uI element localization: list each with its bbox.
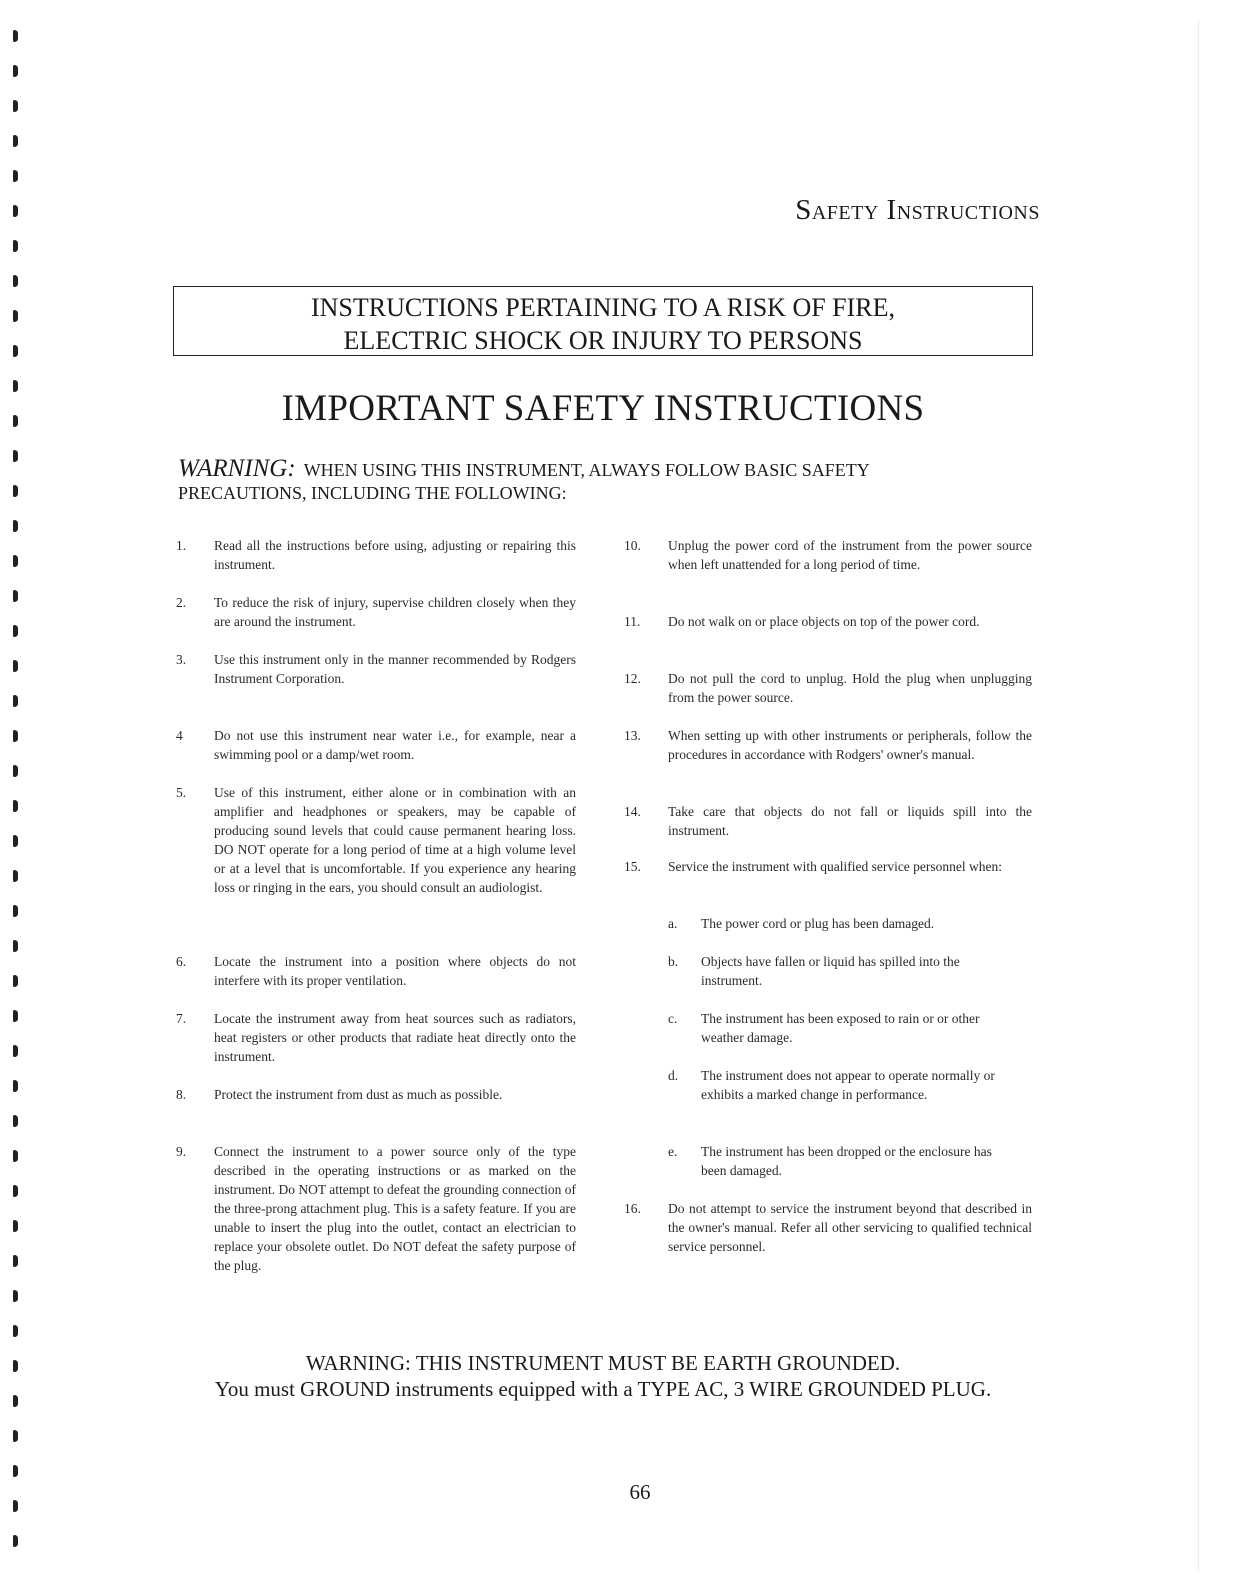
item-text: Protect the instrument from dust as much as possible.: [214, 1087, 503, 1102]
page-number: 66: [629, 1480, 651, 1504]
binding-mark: [13, 835, 18, 847]
binding-mark: [13, 975, 18, 987]
binding-mark: [13, 1325, 18, 1337]
item-text: Do not walk on or place objects on top of the power cord.: [668, 614, 980, 629]
item-text: Use of this instrument, either alone or in combination with an amplifier and headphones or speakers, may be capable of producing sound levels that could cause permanent hearing loss. DO NOT operate for a long period of time at a high volume level or at a level that is uncomfortable. If you experience any hearing loss or ringing in the ears, you should consult an audiologist.: [214, 785, 576, 895]
binding-mark: [13, 1185, 18, 1197]
grounding-warning: [173, 1350, 1033, 1402]
binding-mark: [13, 30, 18, 42]
item-number: 14.: [624, 804, 641, 819]
binding-mark: [13, 310, 18, 322]
sub-item-letter: c.: [668, 1011, 678, 1026]
binding-mark: [13, 905, 18, 917]
binding-mark: [13, 380, 18, 392]
binding-mark: [13, 730, 18, 742]
item-number: 5.: [176, 785, 187, 800]
binding-mark: [13, 1045, 18, 1057]
binding-mark: [13, 800, 18, 812]
item-number: 1.: [176, 538, 187, 553]
item-text: Unplug the power cord of the instrument from the power source when left unattended for a long period of time.: [668, 538, 1032, 572]
item-text: Do not use this instrument near water i.e., for example, near a swimming pool or a damp/wet room.: [214, 728, 576, 762]
sub-item-letter: b.: [668, 954, 679, 969]
item-text: Read all the instructions before using, adjusting or repairing this instrument.: [214, 538, 576, 572]
binding-mark: [13, 1430, 18, 1442]
risk-notice-line-1: INSTRUCTIONS PERTAINING TO A RISK OF FIRE,: [310, 293, 896, 322]
binding-mark: [13, 1465, 18, 1477]
binding-mark: [13, 240, 18, 252]
binding-mark: [13, 695, 18, 707]
binding-mark: [13, 625, 18, 637]
binding-mark: [13, 590, 18, 602]
binding-mark: [13, 1360, 18, 1372]
item-text: Connect the instrument to a power source only of the type described in the operating instructions or as marked on the instrument. Do NOT attempt to defeat the grounding connection of the three-prong attachment plug. This is a safety feature. If you are unable to insert the plug into the outlet, contact an electrician to replace your obsolete outlet. Do NOT defeat the safety purpose of the plug.: [214, 1144, 576, 1273]
main-heading: IMPORTANT SAFETY INSTRUCTIONS: [281, 388, 925, 429]
binding-mark: [13, 345, 18, 357]
spiral-binding-marks: [0, 30, 40, 1580]
binding-mark: [13, 1255, 18, 1267]
binding-mark: [13, 1080, 18, 1092]
binding-mark: [13, 205, 18, 217]
binding-mark: [13, 940, 18, 952]
binding-mark: [13, 1220, 18, 1232]
warning-label: WARNING:: [178, 455, 296, 482]
item-text: Locate the instrument into a position where objects do not interfere with its proper ventilation.: [214, 954, 576, 988]
item-number: 6.: [176, 954, 187, 969]
item-text: When setting up with other instruments or peripherals, follow the procedures in accordance with Rodgers' owner's manual.: [668, 728, 1032, 762]
sub-item-text: The instrument has been exposed to rain or or other weather damage.: [701, 1011, 980, 1045]
risk-notice-line-2: ELECTRIC SHOCK OR INJURY TO PERSONS: [343, 326, 863, 355]
binding-mark: [13, 1535, 18, 1547]
item-text: Do not attempt to service the instrument beyond that described in the owner's manual. Refer all other servicing to qualified technical service personnel.: [668, 1201, 1032, 1254]
item-number: 15.: [624, 859, 641, 874]
sub-item-letter: a.: [668, 916, 678, 931]
binding-mark: [13, 555, 18, 567]
page-title: Safety Instructions: [795, 194, 1040, 226]
item-text: Do not pull the cord to unplug. Hold the plug when unplugging from the power source.: [668, 671, 1032, 705]
item-text: To reduce the risk of injury, supervise children closely when they are around the instrument.: [214, 595, 576, 629]
item-number: 9.: [176, 1144, 187, 1159]
sub-item-text: Objects have fallen or liquid has spilled into the instrument.: [701, 954, 960, 988]
sub-item-text: The instrument has been dropped or the enclosure has been damaged.: [701, 1144, 992, 1178]
grounding-warning-line-1: WARNING: THIS INSTRUMENT MUST BE EARTH GROUNDED.: [305, 1351, 901, 1375]
binding-mark: [13, 765, 18, 777]
binding-mark: [13, 450, 18, 462]
risk-notice-box: [173, 286, 1033, 356]
binding-mark: [13, 520, 18, 532]
item-text: Locate the instrument away from heat sources such as radiators, heat registers or other products that radiate heat directly onto the instrument.: [214, 1011, 576, 1064]
binding-mark: [13, 170, 18, 182]
binding-mark: [13, 870, 18, 882]
binding-mark: [13, 100, 18, 112]
item-number: 8.: [176, 1087, 187, 1102]
item-text: Use this instrument only in the manner recommended by Rodgers Instrument Corporation.: [214, 652, 576, 686]
warning-intro: [178, 457, 978, 505]
sub-item-text: The instrument does not appear to operate normally or exhibits a marked change in performance.: [701, 1068, 995, 1102]
binding-mark: [13, 65, 18, 77]
binding-mark: [13, 1150, 18, 1162]
binding-mark: [13, 415, 18, 427]
binding-mark: [13, 135, 18, 147]
warning-text: WHEN USING THIS INSTRUMENT, ALWAYS FOLLOW BASIC SAFETY PRECAUTIONS, INCLUDING THE FOLLOWING:: [178, 460, 870, 503]
sub-item-text: The power cord or plug has been damaged.: [701, 916, 935, 931]
sub-item-letter: e.: [668, 1144, 678, 1159]
item-number: 4: [176, 728, 183, 743]
item-number: 7.: [176, 1011, 187, 1026]
sub-item-letter: d.: [668, 1068, 679, 1083]
item-number: 12.: [624, 671, 641, 686]
binding-mark: [13, 1290, 18, 1302]
binding-mark: [13, 660, 18, 672]
binding-mark: [13, 1500, 18, 1512]
binding-mark: [13, 275, 18, 287]
grounding-warning-line-2: You must GROUND instruments equipped with a TYPE AC, 3 WIRE GROUNDED PLUG.: [214, 1377, 992, 1401]
item-number: 13.: [624, 728, 641, 743]
binding-mark: [13, 1115, 18, 1127]
binding-mark: [13, 1395, 18, 1407]
binding-mark: [13, 1010, 18, 1022]
item-number: 16.: [624, 1201, 641, 1216]
item-number: 10.: [624, 538, 641, 553]
binding-mark: [13, 485, 18, 497]
item-text: Take care that objects do not fall or liquids spill into the instrument.: [668, 804, 1032, 838]
page-edge-line: [1198, 20, 1199, 1570]
item-number: 2.: [176, 595, 187, 610]
item-text: Service the instrument with qualified service personnel when:: [668, 859, 1003, 874]
item-number: 11.: [624, 614, 641, 629]
item-number: 3.: [176, 652, 187, 667]
